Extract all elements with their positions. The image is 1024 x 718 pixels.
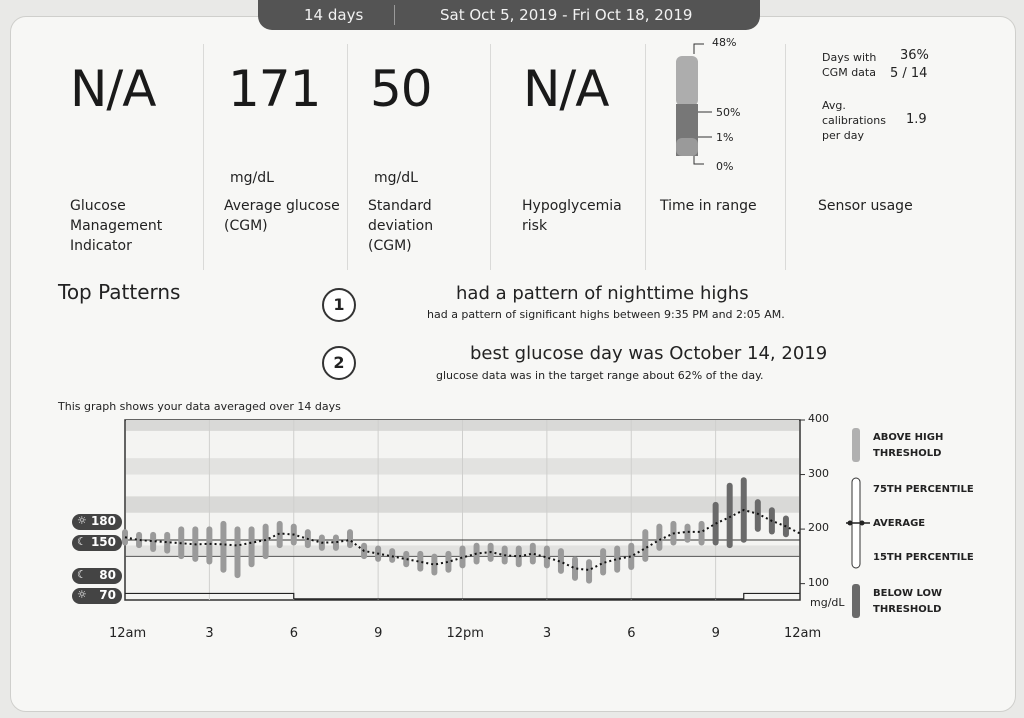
sun-icon: ☼ xyxy=(77,588,87,601)
legend-graphic xyxy=(846,424,870,624)
legend-75th: 75TH PERCENTILE xyxy=(873,484,974,495)
moon-icon: ☾ xyxy=(77,568,87,581)
threshold-70: ☼ 70 xyxy=(72,588,122,604)
legend-15th: 15TH PERCENTILE xyxy=(873,552,974,563)
x-tick-label: 12pm xyxy=(446,626,484,641)
tir-above-pct: 48% xyxy=(712,36,737,49)
average-glucose-unit: mg/dL xyxy=(230,170,274,186)
percentile-bar xyxy=(235,526,241,578)
gmi-label: Glucose Management Indicator xyxy=(70,198,163,254)
moon-icon: ☾ xyxy=(77,535,87,548)
pattern-number-2: 2 xyxy=(322,346,356,380)
std-dev-value: 50 xyxy=(370,60,432,118)
y-tick-label: 400 xyxy=(808,412,829,425)
percentile-bar xyxy=(206,526,212,564)
legend-below-low: BELOW LOW THRESHOLD xyxy=(873,588,943,615)
hypo-risk-value: N/A xyxy=(523,60,609,118)
date-range-label: Sat Oct 5, 2019 - Fri Oct 18, 2019 xyxy=(440,6,693,24)
legend-average: AVERAGE xyxy=(873,518,926,529)
y-tick-label: 300 xyxy=(808,466,829,480)
top-patterns-title: Top Patterns xyxy=(58,280,181,304)
calibrations-value: 1.9 xyxy=(906,112,927,127)
cgm-days-label: Days with CGM data xyxy=(822,51,877,79)
cgm-days-count: 5 / 14 xyxy=(890,66,928,81)
period-label: 14 days xyxy=(304,6,364,24)
x-tick-label: 12am xyxy=(109,626,147,641)
percentile-bar xyxy=(460,545,466,568)
pattern-headline-2: best glucose day was October 14, 2019 xyxy=(470,343,828,364)
tir-label: Time in range xyxy=(660,198,757,214)
sensor-usage-label: Sensor usage xyxy=(818,198,913,214)
x-tick-label: 3 xyxy=(205,626,214,641)
percentile-bar xyxy=(249,526,255,567)
tir-below-pct: 1% xyxy=(716,131,734,144)
percentile-bar xyxy=(586,559,592,584)
sun-icon: ☼ xyxy=(77,514,87,527)
x-tick-label: 9 xyxy=(711,626,720,641)
x-tick-label: 6 xyxy=(289,626,299,641)
percentile-bar xyxy=(727,483,733,548)
y-tick-label: 100 xyxy=(808,575,829,589)
graph-note: This graph shows your data averaged over 14 days xyxy=(58,400,341,413)
percentile-bar xyxy=(656,524,662,551)
percentile-bar xyxy=(755,499,761,532)
std-dev-unit: mg/dL xyxy=(374,170,418,186)
above-high-swatch xyxy=(852,428,860,462)
gmi-value: N/A xyxy=(70,60,156,118)
threshold-80: ☾ 80 xyxy=(72,568,122,584)
percentile-bar xyxy=(347,529,353,548)
legend-above-high: ABOVE HIGH THRESHOLD xyxy=(873,432,944,459)
percentile-bar xyxy=(220,521,226,573)
pattern-detail-2: glucose data was in the target range about 62% of the day. xyxy=(436,369,764,382)
std-dev-label: Standard deviation (CGM) xyxy=(368,198,434,254)
x-tick-label: 9 xyxy=(374,626,383,641)
y-tick-label: 200 xyxy=(808,521,829,535)
average-glucose-label: Average glucose (CGM) xyxy=(224,198,340,234)
y-axis-unit: mg/dL xyxy=(810,596,845,609)
threshold-150: ☾ 150 xyxy=(72,535,122,551)
x-tick-label: 12am xyxy=(784,626,822,641)
pattern-detail-1: had a pattern of significant highs between 9:35 PM and 2:05 AM. xyxy=(427,308,785,321)
average-glucose-value: 171 xyxy=(228,60,321,118)
hypo-risk-label: Hypoglycemia risk xyxy=(522,198,622,234)
percentile-bar xyxy=(642,529,648,562)
calibrations-label: Avg. calibrations per day xyxy=(822,99,886,142)
pattern-headline-1: had a pattern of nighttime highs xyxy=(456,283,749,304)
percentile-bar xyxy=(263,524,269,559)
below-low-swatch xyxy=(852,584,860,618)
tir-in-range-pct: 50% xyxy=(716,106,741,119)
x-tick-label: 3 xyxy=(542,626,552,641)
percentile-bar xyxy=(685,524,691,543)
tir-very-low-pct: 0% xyxy=(716,160,734,173)
x-tick-label: 6 xyxy=(627,626,636,641)
percentile-bar xyxy=(699,521,705,546)
pattern-number-1: 1 xyxy=(322,288,356,322)
cgm-days-percent: 36% xyxy=(900,48,929,63)
threshold-180: ☼ 180 xyxy=(72,514,122,530)
